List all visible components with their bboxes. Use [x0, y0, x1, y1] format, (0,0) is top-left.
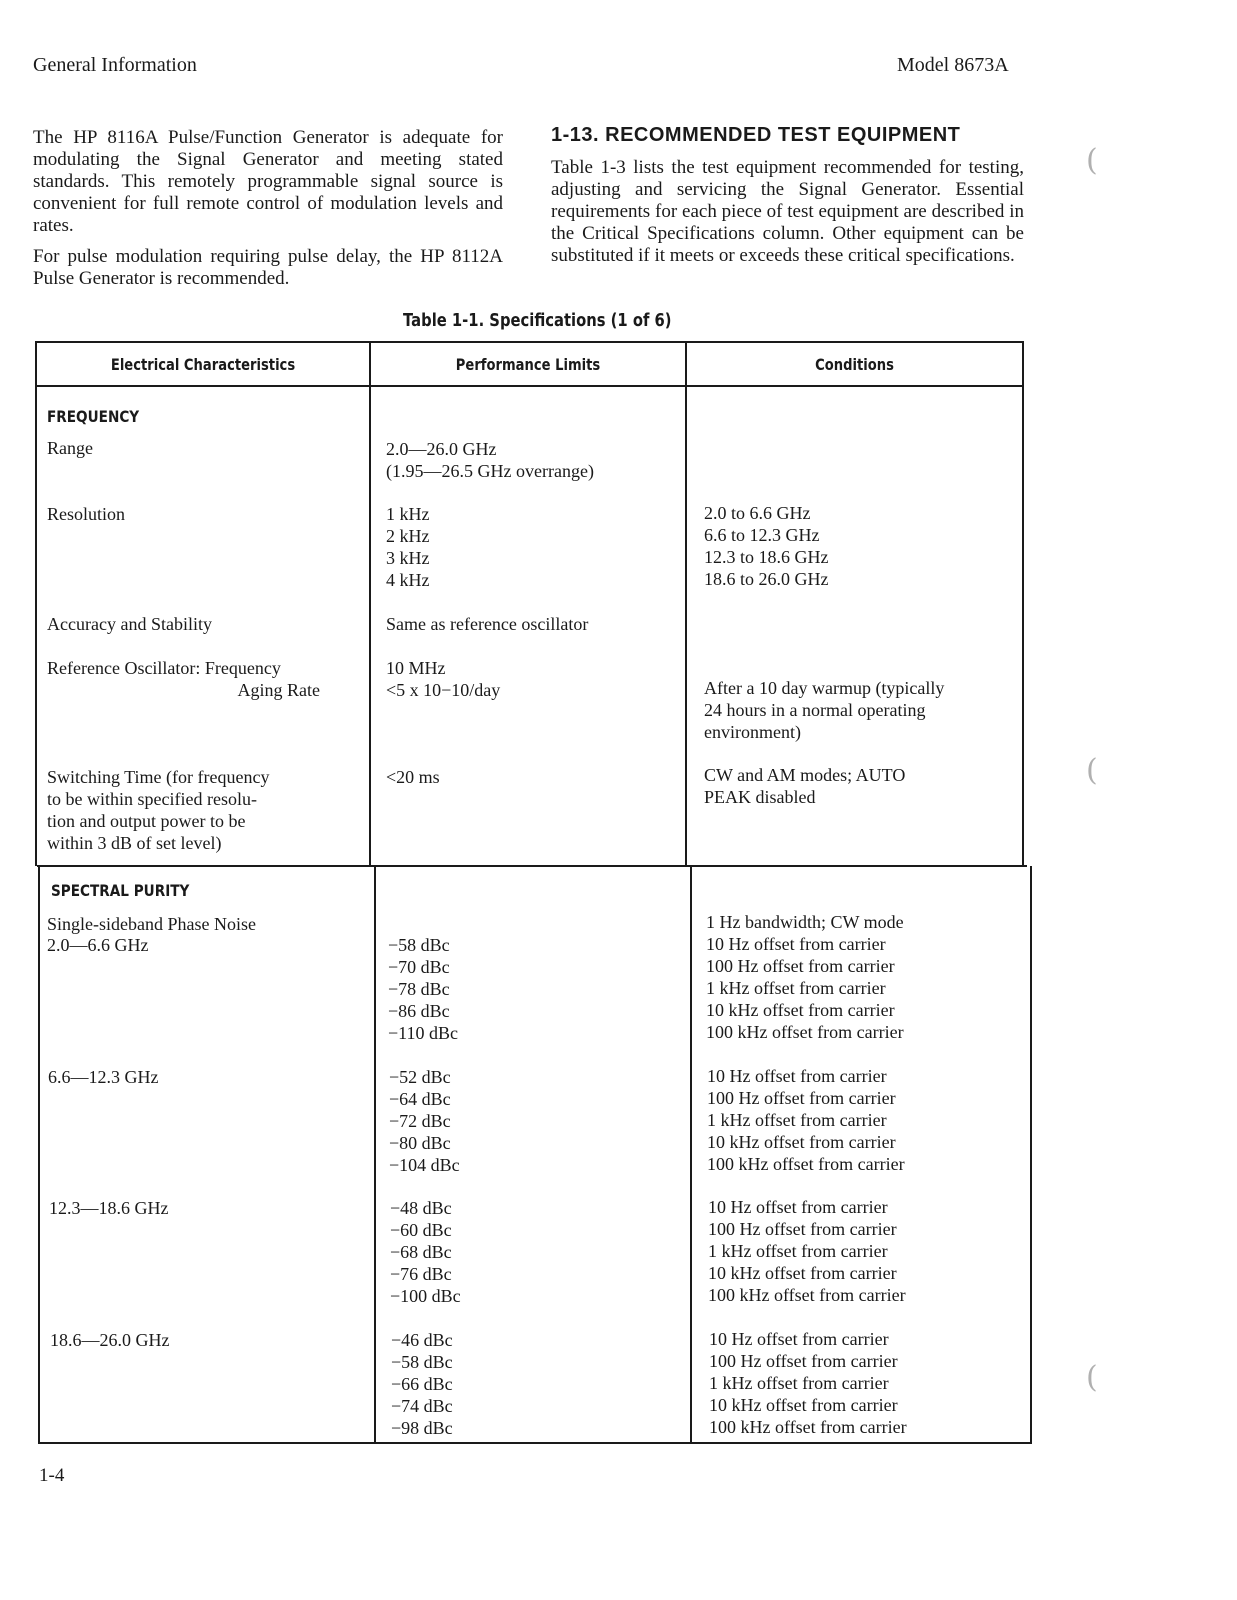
page-number: 1-4 [39, 1465, 65, 1486]
reference-oscillator-limits: 10 MHz [386, 658, 446, 678]
binder-hole-mark: ( [1086, 143, 1098, 178]
category-frequency: FREQUENCY [47, 407, 140, 426]
band-limits: −48 dBc −60 dBc −68 dBc −76 dBc −100 dBc [390, 1198, 461, 1306]
section-paragraph: Table 1-3 lists the test equipment recommended for testing, adjusting and servicing the Signal Generator. Essential requirements for each piece of test equipment are described in the Critical Specifications column. Other equipment can be substituted if it meets or exceeds these critical specifications. [551, 157, 1024, 266]
band-limits: −46 dBc −58 dBc −66 dBc −74 dBc −98 dBc [391, 1330, 453, 1438]
column-header-conditions: Conditions [815, 355, 894, 374]
running-header-left: General Information [33, 54, 197, 76]
column-divider-1-lower [374, 866, 376, 1444]
header-rule [35, 385, 1024, 387]
band-label: 12.3—18.6 GHz [49, 1198, 169, 1218]
band-label: 6.6—12.3 GHz [48, 1067, 159, 1087]
band-label: 2.0—6.6 GHz [47, 935, 149, 955]
column-divider-2-lower [690, 866, 692, 1444]
range-limits: 2.0—26.0 GHz (1.95—26.5 GHz overrange) [386, 439, 594, 481]
band-label: 18.6—26.0 GHz [50, 1330, 170, 1350]
table-right-border-lower [1030, 866, 1032, 1444]
intro-paragraph-2: For pulse modulation requiring pulse delay, the HP 8112A Pulse Generator is recommended. [33, 246, 503, 289]
row-label-accuracy: Accuracy and Stability [47, 614, 212, 634]
aging-rate-limits: <5 x 10−10/day [386, 680, 501, 700]
phase-noise-conditions: 1 Hz bandwidth; CW mode [706, 912, 904, 932]
resolution-limits: 1 kHz 2 kHz 3 kHz 4 kHz [386, 504, 430, 590]
aging-rate-conditions: After a 10 day warmup (typically 24 hours in a normal operating environment) [704, 678, 945, 742]
row-label-switching-time: Switching Time (for frequency to be within specified resolu- tion and output power to be within 3 dB of set level) [47, 767, 270, 853]
switching-time-conditions: CW and AM modes; AUTO PEAK disabled [704, 765, 906, 807]
band-limits: −52 dBc −64 dBc −72 dBc −80 dBc −104 dBc [389, 1067, 460, 1175]
table-right-border [1022, 341, 1024, 866]
row-label-resolution: Resolution [47, 504, 126, 524]
column-header-limits: Performance Limits [455, 355, 601, 374]
band-conditions: 10 Hz offset from carrier 100 Hz offset from carrier 1 kHz offset from carrier 10 kHz offset from carrier 100 kHz offset from carrier [708, 1197, 906, 1305]
table-left-border [35, 341, 37, 866]
column-header-characteristics: Electrical Characteristics [110, 355, 296, 374]
band-conditions: 10 Hz offset from carrier 100 Hz offset from carrier 1 kHz offset from carrier 10 kHz offset from carrier 100 kHz offset from carrier [707, 1066, 905, 1174]
section-rule [37, 865, 1027, 867]
band-conditions: 10 Hz offset from carrier 100 Hz offset from carrier 1 kHz offset from carrier 10 kHz offset from carrier 100 kHz offset from carrier [706, 934, 904, 1042]
row-label-range: Range [47, 438, 93, 458]
band-limits: −58 dBc −70 dBc −78 dBc −86 dBc −110 dBc [388, 935, 458, 1043]
table-bottom-border [39, 1442, 1032, 1444]
row-label-phase-noise: Single-sideband Phase Noise [47, 914, 256, 934]
switching-time-limits: <20 ms [386, 767, 440, 787]
column-divider-2 [685, 341, 687, 866]
table-caption: Table 1-1. Specifications (1 of 6) [403, 310, 672, 331]
category-spectral-purity: SPECTRAL PURITY [51, 881, 190, 900]
row-label-reference-oscillator: Reference Oscillator: Frequency [47, 658, 281, 678]
column-divider-1 [369, 341, 371, 866]
intro-paragraph-1: The HP 8116A Pulse/Function Generator is adequate for modulating the Signal Generator and meeting stated standards. This remotely programmable signal source is convenient for full remote control of modulation levels and rates. [33, 127, 503, 236]
accuracy-limits: Same as reference oscillator [386, 614, 589, 634]
binder-hole-mark: ( [1086, 753, 1098, 788]
row-label-aging-rate: Aging Rate [237, 680, 320, 700]
table-top-border [35, 341, 1024, 343]
running-header-right: Model 8673A [897, 54, 1009, 76]
binder-hole-mark: ( [1086, 1360, 1098, 1395]
table-left-border-lower [38, 866, 40, 1444]
section-title: 1-13. RECOMMENDED TEST EQUIPMENT [551, 124, 961, 146]
resolution-conditions: 2.0 to 6.6 GHz 6.6 to 12.3 GHz 12.3 to 18.6 GHz 18.6 to 26.0 GHz [704, 503, 829, 589]
band-conditions: 10 Hz offset from carrier 100 Hz offset from carrier 1 kHz offset from carrier 10 kHz offset from carrier 100 kHz offset from carrier [709, 1329, 907, 1437]
